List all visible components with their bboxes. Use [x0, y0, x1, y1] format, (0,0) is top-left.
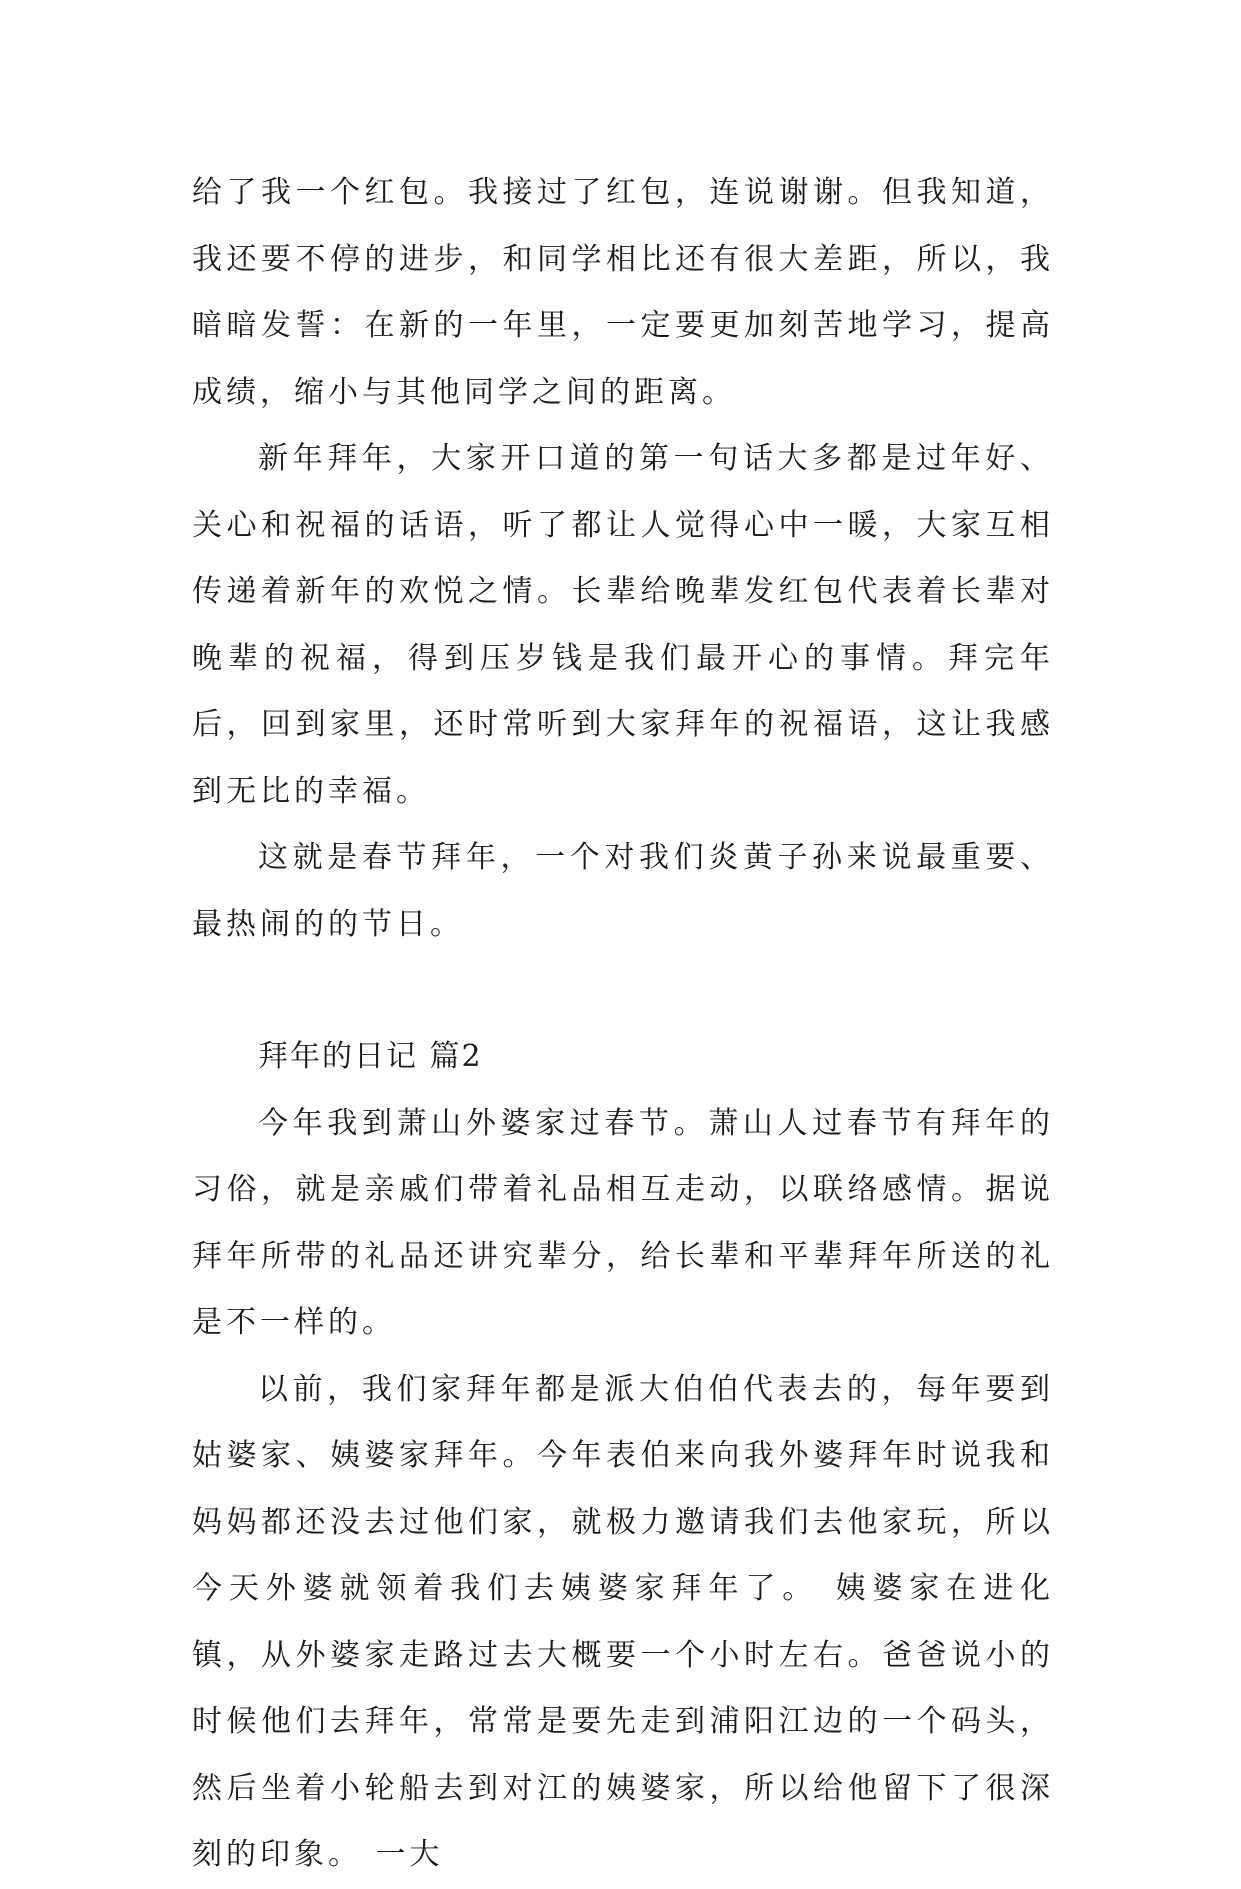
paragraph-visiting-aunt: 以前，我们家拜年都是派大伯伯代表去的，每年要到姑婆家、姨婆家拜年。今年表伯来向我外婆拜年时说我和妈妈都还没去过他们家，就极力邀请我们去他家玩，所以今天外婆就领着我们去姨婆家拜年了。 姨婆家在进化镇，从外婆家走路过去大概要一个小时左右。爸爸说小的时候他们去拜年，常常是要先走到浦阳江边的一个码头，然后坐着小轮船去到对江的姨婆家，所以给他留下了很深刻的印象。 一大	[192, 1371, 1054, 1872]
paragraph-spring-festival-conclusion: 这就是春节拜年，一个对我们炎黄子孙来说最重要、最热闹的的节日。	[192, 840, 1054, 942]
paragraph-new-year-greetings: 新年拜年，大家开口道的第一句话大多都是过年好、关心和祝福的话语，听了都让人觉得心中一暖，大家互相传递着新年的欢悦之情。长辈给晚辈发红包代表着长辈对晚辈的祝福，得到压岁钱是我们最开心的事情。拜完年后，回到家里，还时常听到大家拜年的祝福语，这让我感到无比的幸福。	[192, 441, 1054, 809]
paragraph-continuation: 给了我一个红包。我接过了红包，连说谢谢。但我知道，我还要不停的进步，和同学相比还有很大差距，所以，我暗暗发誓：在新的一年里，一定要更加刻苦地学习，提高成绩，缩小与其他同学之间的距离。	[192, 175, 1054, 410]
paragraph-xiaoshan-custom: 今年我到萧山外婆家过春节。萧山人过春节有拜年的习俗，就是亲戚们带着礼品相互走动，以联络感情。据说拜年所带的礼品还讲究辈分，给长辈和平辈拜年所送的礼是不一样的。	[192, 1105, 1054, 1340]
section-heading: 拜年的日记 篇2	[258, 1039, 483, 1074]
document-body	[192, 160, 1054, 1889]
